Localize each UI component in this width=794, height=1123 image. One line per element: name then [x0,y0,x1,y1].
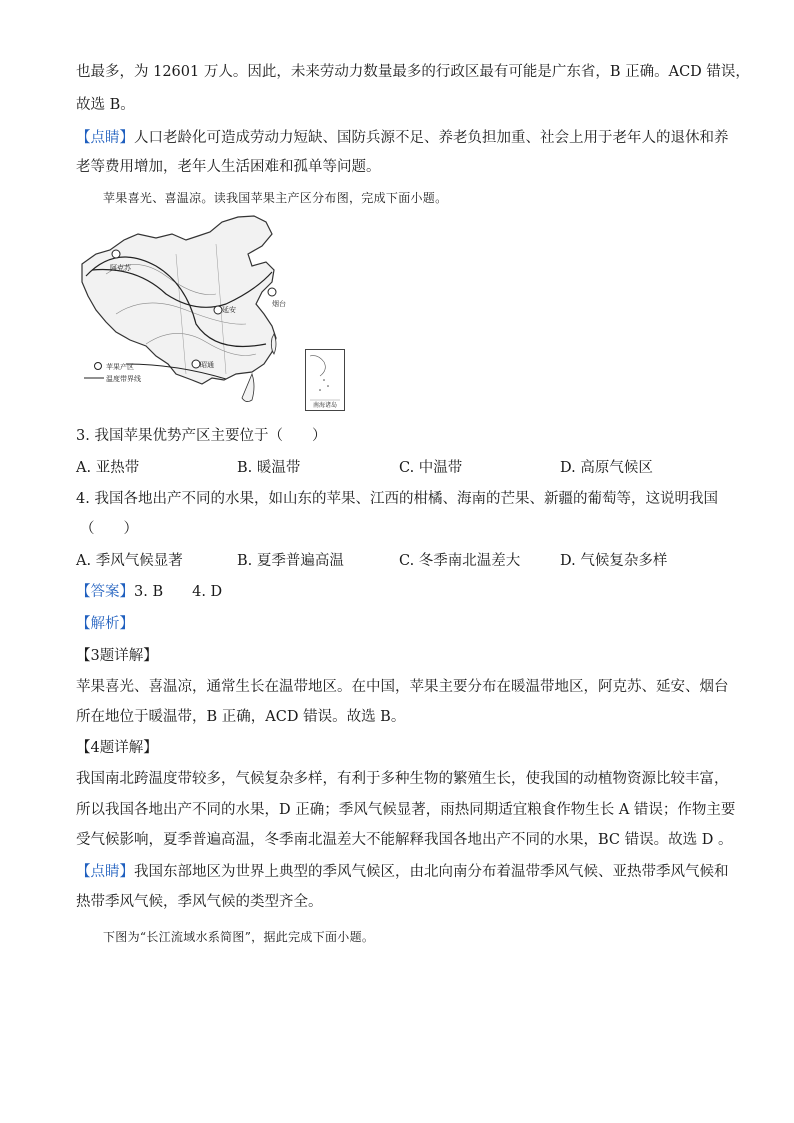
text-line: 苹果喜光、喜温凉，通常生长在温带地区。在中国，苹果主要分布在暖温带地区，阿克苏、延安、烟台 [76,679,729,695]
inset-label: 南海诸岛 [312,402,338,409]
option-b[interactable]: B. 夏季普遍高温 [237,553,344,569]
apple-region-marker [192,360,200,368]
option-c[interactable]: C. 冬季南北温差大 [399,553,521,569]
map-label-yanan: 延安 [222,306,236,314]
inset-figure [306,350,344,410]
answer-tag: 【答案】 [76,584,134,600]
text-line: 受气候影响，夏季普遍高温，冬季南北温差大不能解释我国各地出产不同的水果，BC 错误。故选 D 。 [76,832,733,848]
text-line: 所以我国各地出产不同的水果，D 正确；季风气候显著，雨热同期适宜粮食作物生长 A 错误；作物主要 [76,802,736,818]
text-line: 故选 B。 [76,97,135,113]
answer-line [76,582,222,602]
dianjing-text: 我国东部地区为世界上典型的季风气候区，由北向南分布着温带季风气候、亚热带季风气候和 [134,864,729,880]
question-4: 4. 我国各地出产不同的水果，如山东的苹果、江西的柑橘、海南的芒果、新疆的葡萄等，这说明我国 [76,491,718,507]
south-china-sea-inset [305,349,345,411]
dianjing-tag: 【点睛】 [76,864,134,880]
map-label-yantai: 烟台 [272,300,286,308]
text-line: 我国南北跨温度带较多，气候复杂多样，有利于多种生物的繁殖生长，使我国的动植物资源比较丰富， [76,771,729,787]
island-dot [327,385,329,387]
legend-point-icon [95,363,102,370]
question-intro: 下图为“长江流域水系简图”，据此完成下面小题。 [103,930,375,944]
island-dot [323,379,325,381]
dianjing-tag: 【点睛】 [76,130,134,146]
text-line: 也最多，为 12601 万人。因此，未来劳动力数量最多的行政区最有可能是广东省，B 正确。ACD 错误， [76,64,750,80]
dianjing-paragraph [76,862,729,882]
hainan-island [242,374,254,402]
answer-value: 3. B 4. D [134,584,223,600]
option-a[interactable]: A. 亚热带 [76,460,140,476]
text-line: 所在地位于暖温带，B 正确，ACD 错误。故选 B。 [76,709,406,725]
text-line: 热带季风气候，季风气候的类型齐全。 [76,894,323,910]
option-d[interactable]: D. 高原气候区 [560,460,653,476]
legend-point-label: 苹果产区 [106,363,134,371]
map-label-akesu: 阿克苏 [110,264,131,272]
question-4-bracket: （ ） [80,521,138,537]
q3-detail-tag: 【3题详解】 [76,648,158,664]
analysis-tag: 【解析】 [76,616,134,632]
dianjing-text: 人口老龄化可造成劳动力短缺、国防兵源不足、养老负担加重、社会上用于老年人的退休和养 [134,130,729,146]
question-3: 3. 我国苹果优势产区主要位于（ ） [76,428,327,444]
apple-region-marker [112,250,120,258]
coastline [310,356,325,376]
apple-region-marker [214,306,222,314]
apple-region-marker [268,288,276,296]
dianjing-paragraph [76,128,729,148]
q4-detail-tag: 【4题详解】 [76,740,158,756]
option-a[interactable]: A. 季风气候显著 [76,553,183,569]
island-dot [319,389,321,391]
option-d[interactable]: D. 气候复杂多样 [560,553,668,569]
china-outline [82,216,276,384]
text-line: 老等费用增加，老年人生活困难和孤单等问题。 [76,159,381,175]
option-b[interactable]: B. 暖温带 [237,460,301,476]
option-c[interactable]: C. 中温带 [399,460,463,476]
map-label-zhaotong: 昭通 [200,361,214,369]
question-intro: 苹果喜光、喜温凉。读我国苹果主产区分布图，完成下面小题。 [103,191,448,205]
legend-line-label: 温度带界线 [106,375,141,383]
